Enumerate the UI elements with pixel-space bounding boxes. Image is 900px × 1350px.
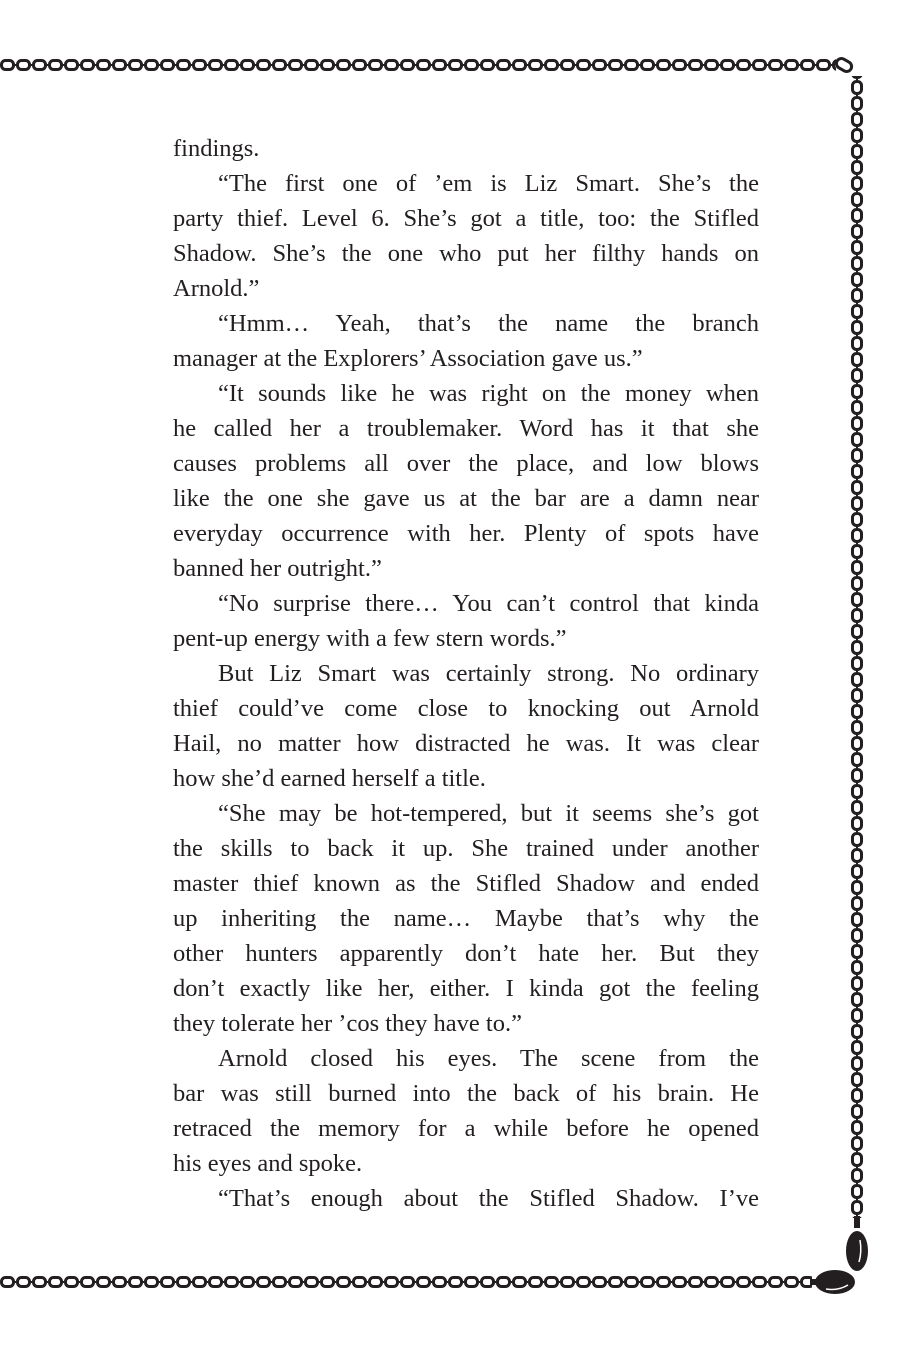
text-line: “The first one of ’em is Liz Smart. She’s the: [218, 170, 759, 197]
text-line: bar was still burned into the back of his brain. He: [173, 1080, 759, 1107]
text-line: the skills to back it up. She trained under another: [173, 835, 759, 862]
text-line: manager at the Explorers’ Association gave us.”: [173, 345, 643, 372]
text-line: But Liz Smart was certainly strong. No ordinary: [218, 660, 759, 687]
text-line: his eyes and spoke.: [173, 1150, 363, 1177]
text-line: “No surprise there… You can’t control that kinda: [218, 590, 759, 617]
text-line: master thief known as the Stifled Shadow and ended: [173, 870, 759, 897]
text-line: findings.: [173, 135, 260, 162]
text-line: like the one she gave us at the bar are a damn near: [173, 485, 759, 512]
text-line: pent-up energy with a few stern words.”: [173, 625, 567, 652]
text-line: Shadow. She’s the one who put her filthy hands on: [173, 240, 759, 267]
text-line: causes problems all over the place, and low blows: [173, 450, 759, 477]
text-line: how she’d earned herself a title.: [173, 765, 486, 792]
text-line: thief could’ve come close to knocking out Arnold: [173, 695, 759, 722]
text-line: Arnold closed his eyes. The scene from the: [218, 1045, 759, 1072]
text-line: Arnold.”: [173, 275, 260, 302]
text-line: retraced the memory for a while before he opened: [173, 1115, 759, 1142]
text-line: “Hmm… Yeah, that’s the name the branch: [218, 310, 759, 337]
text-line: “She may be hot-tempered, but it seems she’s got: [218, 800, 759, 827]
text-line: banned her outright.”: [173, 555, 382, 582]
text-line: Hail, no matter how distracted he was. It was clear: [173, 730, 759, 757]
body-text: [173, 131, 759, 1216]
text-line: “It sounds like he was right on the money when: [218, 380, 759, 407]
text-line: other hunters apparently don’t hate her. But they: [173, 940, 759, 967]
text-line: don’t exactly like her, either. I kinda got the feeling: [173, 975, 759, 1002]
text-line: he called her a troublemaker. Word has it that she: [173, 415, 759, 442]
text-line: everyday occurrence with her. Plenty of spots have: [173, 520, 759, 547]
text-line: they tolerate her ’cos they have to.”: [173, 1010, 522, 1037]
text-line: up inheriting the name… Maybe that’s why the: [173, 905, 759, 932]
text-line: “That’s enough about the Stifled Shadow. I’ve: [218, 1185, 759, 1212]
text-line: party thief. Level 6. She’s got a title, too: the Stifled: [173, 205, 759, 232]
